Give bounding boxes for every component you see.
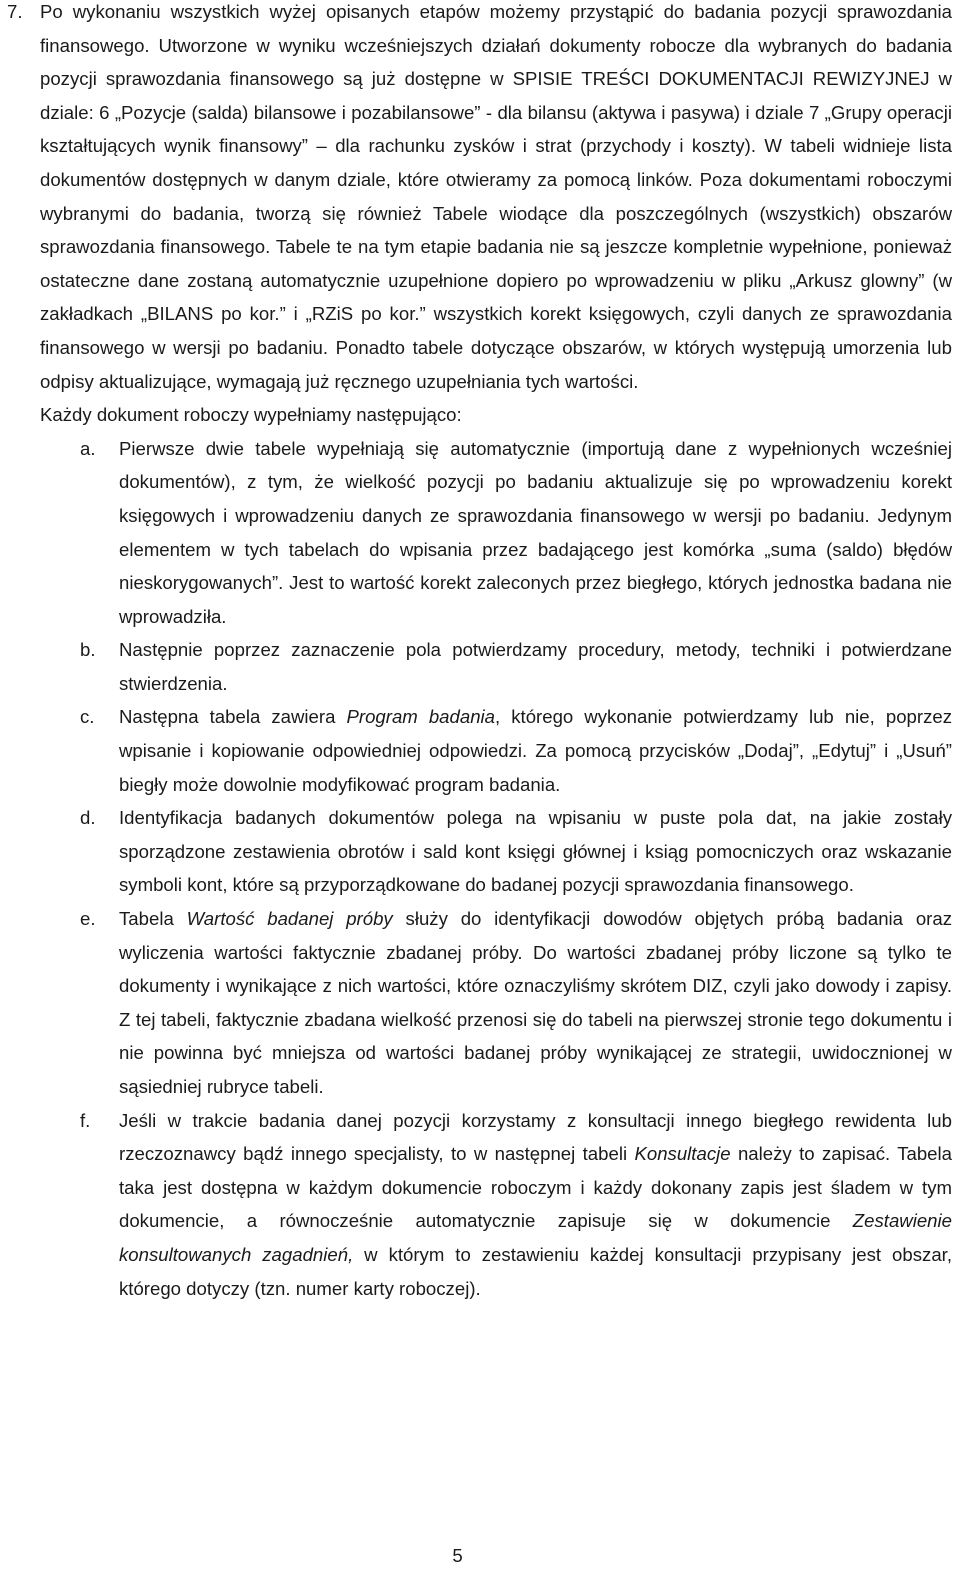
list-marker: c. [80,706,95,728]
list-item-c [40,700,952,801]
list-item-text: Pierwsze dwie tabele wypełniają się automatycznie (importują dane z wypełnionych wcześniej dokumentów), z tym, że wielkość pozycji po badaniu aktualizuje się po wprowadzeniu korekt księgowych i wprowadzeniu danych ze sprawozdania finansowego w wersji po badaniu. Jedynym elementem w tych tabelach do wpisania przez badającego jest komórka „suma (saldo) błędów nieskorygowanych”. Jest to wartość korekt zaleconych przez biegłego, których jednostka badana nie wprowadziła. [119,437,952,627]
list-item-text: należy to zapisać. Tabela taka jest dostępna w każdym dokumencie roboczym i każdy dokonany zapis jest śladem w tym dokumencie, a równocześnie automatycznie zapisuje się w dokumencie [119,1143,952,1232]
list-item-italic-term: Wartość badanej próby [186,908,393,930]
list-item-text: , którego wykonanie potwierdzamy lub nie, poprzez wpisanie i kopiowanie odpowiedniej odpowiedzi. Za pomocą przycisków „Dodaj”, „Edytuj” i „Usuń” biegły może dowolnie modyfikować program badania. [119,706,953,795]
list-marker: d. [80,807,96,829]
list-item-italic-term: Zestawienie konsultowanych zagadnień, [119,1210,952,1265]
list-item-italic-term: Konsultacje [634,1143,731,1165]
list-item-text: Następnie poprzez zaznaczenie pola potwierdzamy procedury, metody, techniki i potwierdzane stwierdzenia. [119,639,952,694]
list-item-a [40,432,952,634]
list-item-text: służy do identyfikacji dowodów objętych próbą badania oraz wyliczenia wartości faktycznie zbadanej próby. Do wartości zbadanej próby liczone są tylko te dokumenty i wynikające z nich wartości, które oznaczyliśmy skrótem DIZ, czyli jako dowody i zapisy. Z tej tabeli, faktycznie zbadana wielkość przenosi się do tabeli na pierwszej stronie tego dokumentu i nie powinna być mniejsza od wartości badanej próby wynikającej ze strategii, uwidocznionej w sąsiedniej rubryce tabeli. [119,908,952,1097]
list-item-e [40,902,952,1104]
list-intro: Każdy dokument roboczy wypełniamy następująco: [40,404,462,426]
section-paragraph: Po wykonaniu wszystkich wyżej opisanych etapów możemy przystąpić do badania pozycji sprawozdania finansowego. Utworzone w wyniku wcześniejszych działań dokumenty robocze dla wybranych do badania pozycji sprawozdania finansowego są już dostępne w SPISIE TREŚCI DOKUMENTACJI REWIZYJNEJ w dziale: 6 „Pozycje (salda) bilansowe i pozabilansowe” - dla bilansu (aktywa i pasywa) i dziale 7 „Grupy operacji kształtujących wynik finansowy” – dla rachunku zysków i strat (przychody i koszty). W tabeli widnieje lista dokumentów dostępnych w danym dziale, które otwieramy za pomocą linków. Poza dokumentami roboczymi wybranymi do badania, tworzą się również Tabele wiodące dla poszczególnych (wszystkich) obszarów sprawozdania finansowego. Tabele te na tym etapie badania nie są jeszcze kompletnie wypełnione, ponieważ ostateczne dane zostaną automatycznie uzupełnione dopiero po wprowadzeniu w pliku „Arkusz glowny” (w zakładkach „BILANS po kor.” i „RZiS po kor.” wszystkich korekt księgowych, czyli danych ze sprawozdania finansowego w wersji po badaniu. Ponadto tabele dotyczące obszarów, w których występują umorzenia lub odpisy aktualizujące, wymagają już ręcznego uzupełniania tych wartości. [40,1,952,392]
list-marker: a. [80,437,96,459]
section-7 [7,0,953,1305]
list-item-d [40,801,952,902]
page-number: 5 [452,1545,463,1566]
list-item-f [40,1104,952,1306]
list-marker: b. [80,639,96,661]
list-marker: e. [80,908,96,930]
list-item-italic-term: Program badania [346,706,496,728]
sub-list [40,432,952,1305]
list-marker: f. [80,1109,91,1131]
list-item-text: w którym to zestawieniu każdej konsultacji przypisany jest obszar, którego dotyczy (tzn. numer karty roboczej). [119,1243,952,1299]
section-number: 7. [7,1,23,22]
list-item-text: Następna tabela zawiera [119,706,347,728]
list-item-text: Tabela [119,908,187,930]
list-item-b [40,633,952,700]
list-item-text: Jeśli w trakcie badania danej pozycji korzystamy z konsultacji innego biegłego rewidenta lub rzeczoznawcy bądź innego specjalisty, to w następnej tabeli [119,1109,952,1165]
list-item-text: Identyfikacja badanych dokumentów polega na wpisaniu w puste pola dat, na jakie zostały sporządzone zestawienia obrotów i sald kont księgi głównej i ksiąg pomocniczych oraz wskazanie symboli kont, które są przyporządkowane do badanej pozycji sprawozdania finansowego. [119,807,952,896]
